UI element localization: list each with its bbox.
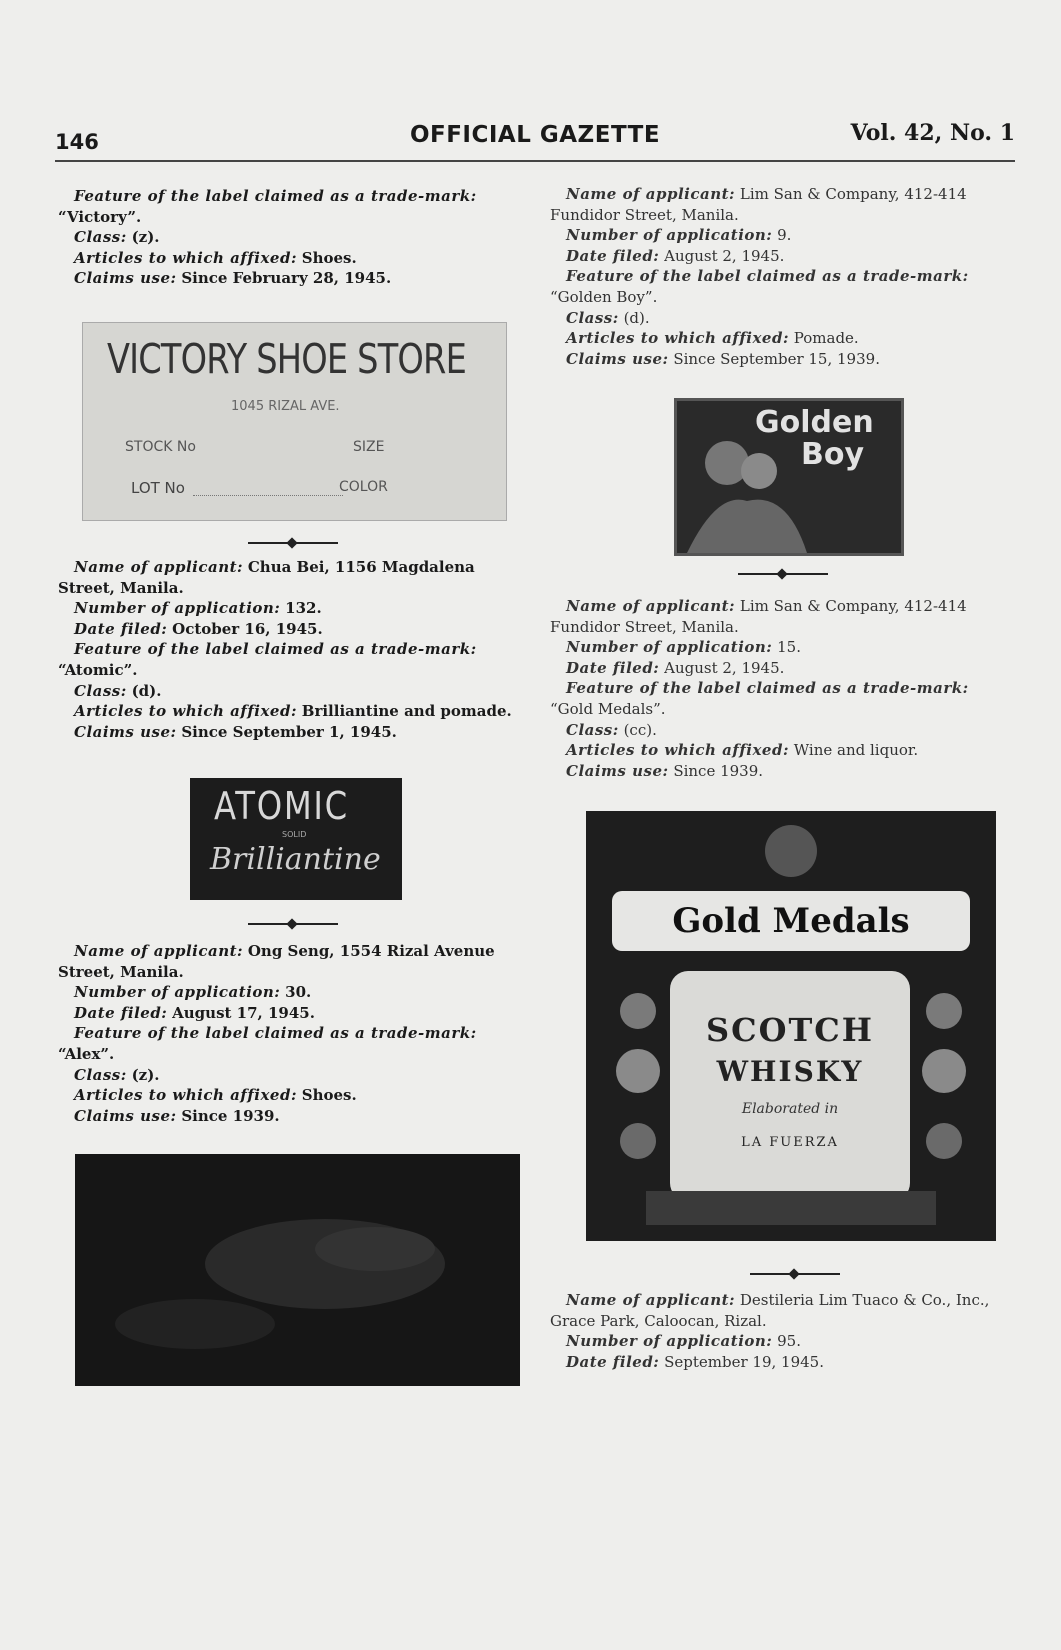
name-label: Name of applicant: (566, 597, 736, 615)
alex-label-texture (75, 1154, 520, 1386)
label-stock: STOCK No (125, 439, 196, 455)
separator (248, 538, 338, 548)
date-value: August 2, 1945. (664, 658, 785, 677)
number-label: Number of application: (566, 226, 773, 245)
name-label: Name of applicant: (566, 1291, 736, 1309)
articles-label: Articles to which affixed: (74, 248, 297, 267)
claims-label: Claims use: (74, 1106, 177, 1125)
left-column-lower (58, 557, 518, 742)
number-label: Number of application: (74, 599, 281, 618)
date-label: Date filed: (566, 246, 660, 265)
label-title: ATOMIC (214, 784, 349, 828)
date-value: September 19, 1945. (664, 1352, 824, 1371)
number-value: 30. (285, 983, 312, 1002)
left-column (58, 186, 518, 289)
separator (248, 919, 338, 929)
number-label: Number of application: (566, 1332, 773, 1351)
left-column-bottom (58, 941, 518, 1126)
class-label: Class: (566, 308, 619, 327)
number-value: 15. (777, 638, 801, 657)
articles-label: Articles to which affixed: (566, 329, 789, 348)
label-scotch: SCOTCH (706, 1011, 874, 1049)
label-title: VICTORY SHOE STORE (107, 335, 467, 383)
right-column (550, 184, 1010, 369)
class-value: (d). (131, 681, 162, 700)
feature-value: “Atomic”. (58, 660, 138, 679)
date-value: August 17, 1945. (172, 1003, 315, 1022)
entry-gold-medals (550, 596, 1010, 781)
entry-atomic (58, 557, 518, 742)
right-column-middle (550, 596, 1010, 781)
feature-value: “Alex”. (58, 1044, 115, 1063)
label-script: Brilliantine (210, 842, 381, 877)
separator (750, 1269, 840, 1279)
claims-value: Since September 1, 1945. (181, 722, 397, 741)
class-value: (d). (623, 308, 650, 327)
date-label: Date filed: (566, 1352, 660, 1371)
articles-value: Brilliantine and pomade. (301, 702, 512, 721)
articles-value: Shoes. (301, 1086, 357, 1105)
label-address: 1045 RIZAL AVE. (231, 399, 340, 414)
articles-value: Pomade. (793, 329, 859, 348)
articles-value: Wine and liquor. (793, 741, 919, 760)
entry-destileria (550, 1290, 1010, 1372)
date-label: Date filed: (74, 619, 168, 638)
entry-victory (58, 186, 518, 289)
claims-label: Claims use: (74, 269, 177, 288)
number-value: 95. (777, 1332, 801, 1351)
claims-value: Since 1939. (181, 1106, 280, 1125)
label-line2: Boy (801, 437, 865, 472)
class-label: Class: (74, 228, 127, 247)
feature-label: Feature of the label claimed as a trade-mark: (74, 187, 477, 205)
articles-label: Articles to which affixed: (74, 1086, 297, 1105)
right-column-bottom (550, 1290, 1010, 1372)
claims-label: Claims use: (566, 349, 669, 368)
page-title: OFFICIAL GAZETTE (409, 122, 661, 148)
number-value: 132. (285, 599, 322, 618)
feature-value: “Victory”. (58, 207, 142, 226)
feature-value: “Golden Boy”. (550, 287, 658, 306)
date-label: Date filed: (74, 1003, 168, 1022)
label-whisky: WHISKY (716, 1055, 864, 1088)
name-label: Name of applicant: (74, 558, 244, 576)
volume-number: Vol. 42, No. 1 (850, 120, 1015, 146)
feature-value: “Gold Medals”. (550, 699, 666, 718)
number-label: Number of application: (566, 638, 773, 657)
header-rule (55, 160, 1015, 162)
name-value: Chua Bei, 1156 Magdalena Street, Manila. (58, 558, 475, 597)
class-label: Class: (74, 681, 127, 700)
entry-golden-boy (550, 184, 1010, 369)
label-small: SOLID (282, 830, 307, 839)
label-maker: LA FUERZA (741, 1135, 839, 1150)
alex-label-image (75, 1154, 520, 1386)
golden-boy-label (674, 398, 904, 556)
entry-alex (58, 941, 518, 1126)
atomic-brilliantine-label (190, 778, 402, 900)
articles-label: Articles to which affixed: (74, 702, 297, 721)
class-label: Class: (566, 720, 619, 739)
victory-shoe-store-label (82, 322, 507, 521)
feature-label: Feature of the label claimed as a trade-mark: (74, 640, 477, 659)
class-label: Class: (74, 1065, 127, 1084)
articles-value: Shoes. (301, 248, 357, 267)
name-value: Lim San & Company, 412-414 Fundidor Street, Manila. (550, 597, 967, 636)
name-label: Name of applicant: (74, 942, 244, 960)
gold-medals-whisky-label (586, 811, 996, 1241)
label-color: COLOR (339, 479, 388, 495)
claims-value: Since September 15, 1939. (673, 349, 880, 368)
class-value: (z). (131, 1065, 160, 1084)
name-value: Ong Seng, 1554 Rizal Avenue Street, Manila. (58, 942, 495, 981)
feature-label: Feature of the label claimed as a trade-mark: (74, 1024, 477, 1043)
number-label: Number of application: (74, 983, 281, 1002)
class-value: (cc). (623, 720, 657, 739)
date-value: August 2, 1945. (664, 246, 785, 265)
label-banner: Gold Medals (672, 901, 910, 941)
date-value: October 16, 1945. (172, 619, 323, 638)
claims-label: Claims use: (74, 722, 177, 741)
class-value: (z). (131, 228, 160, 247)
claims-label: Claims use: (566, 761, 669, 780)
label-size: SIZE (353, 439, 385, 455)
number-value: 9. (777, 226, 792, 245)
claims-value: Since 1939. (673, 761, 764, 780)
articles-label: Articles to which affixed: (566, 741, 789, 760)
claims-value: Since February 28, 1945. (181, 269, 392, 288)
label-line1: Golden (755, 405, 874, 440)
feature-label: Feature of the label claimed as a trade-mark: (566, 679, 969, 698)
name-value: Lim San & Company, 412-414 Fundidor Street, Manila. (550, 185, 967, 224)
name-label: Name of applicant: (566, 185, 736, 203)
label-lot: LOT No (131, 479, 185, 497)
feature-label: Feature of the label claimed as a trade-mark: (566, 267, 969, 286)
name-value: Destileria Lim Tuaco & Co., Inc., Grace Park, Caloocan, Rizal. (550, 1291, 990, 1330)
label-made: Elaborated in (741, 1101, 839, 1117)
page-number: 146 (55, 130, 99, 154)
page-header (55, 118, 1015, 158)
date-label: Date filed: (566, 658, 660, 677)
separator (738, 569, 828, 579)
